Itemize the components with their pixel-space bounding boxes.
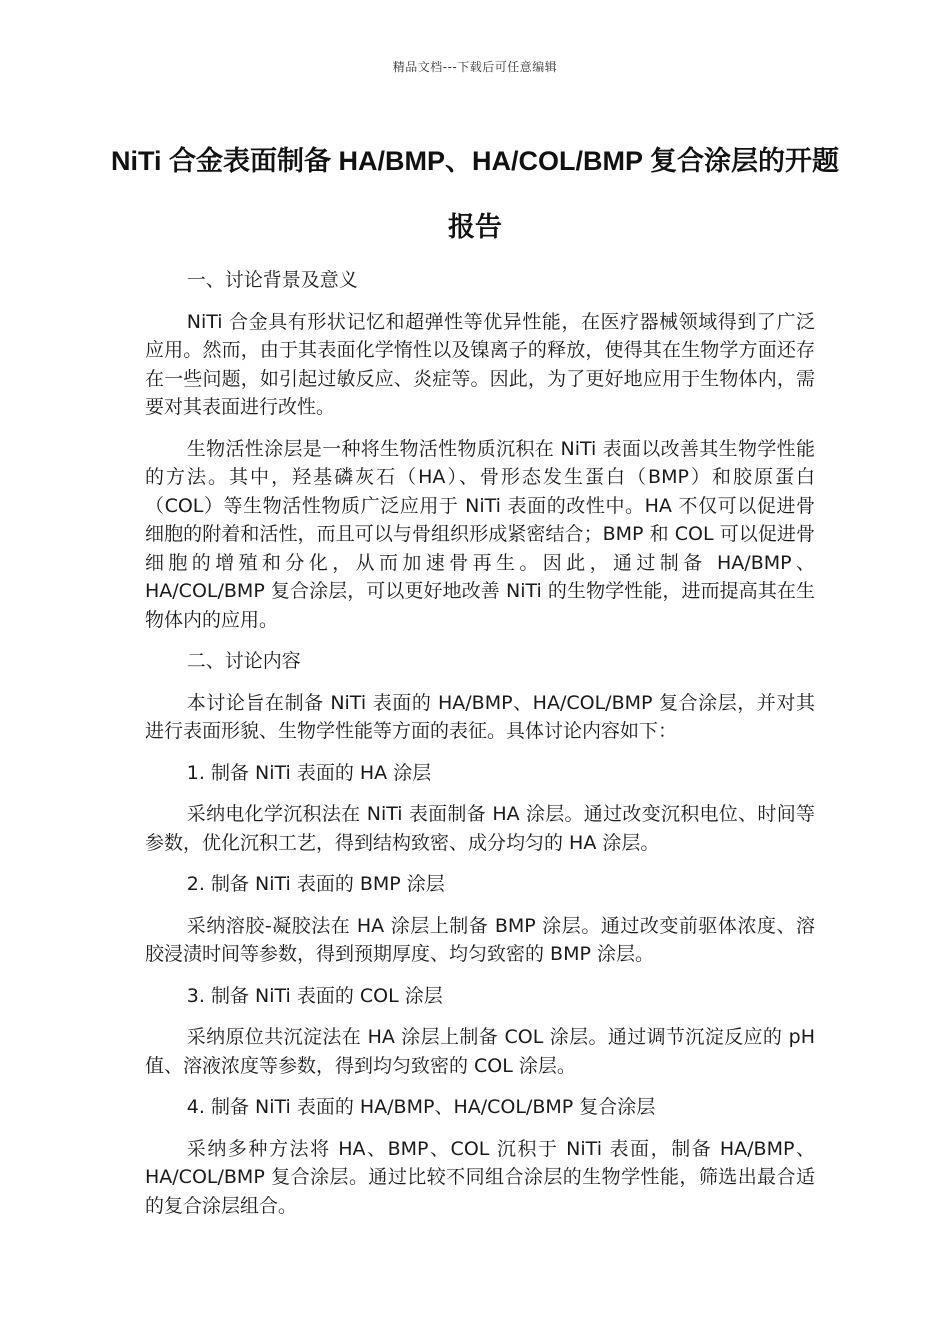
body-paragraph: 采纳多种方法将 HA、BMP、COL 沉积于 NiTi 表面，制备 HA/BMP、HA/COL/BMP 复合涂层。通过比较不同组合涂层的生物学性能，筛选出最合适的复合涂层组合。 — [145, 1137, 815, 1217]
section-heading: 二、讨论内容 — [186, 650, 301, 672]
body-paragraph: 本讨论旨在制备 NiTi 表面的 HA/BMP、HA/COL/BMP 复合涂层，并对其进行表面形貌、生物学性能等方面的表征。具体讨论内容如下： — [145, 691, 815, 742]
section-heading: 一、讨论背景及意义 — [186, 269, 358, 291]
subsection-heading: 1. 制备 NiTi 表面的 HA 涂层 — [186, 761, 432, 784]
body-paragraph: 生物活性涂层是一种将生物活性物质沉积在 NiTi 表面以改善其生物学性能的方法。其中，羟基磷灰石（HA）、骨形态发生蛋白（BMP）和胶原蛋白（COL）等生物活性物质广泛应用于 NiTi 表面的改性中。HA 不仅可以促进骨细胞的附着和活性，而且可以与骨组织形成紧密结合；BMP 和 COL 可以促进骨细胞的增殖和分化，从而加速骨再生。因此，通过制备 HA/BMP、HA/COL/BMP 复合涂层，可以更好地改善 NiTi 的生物学性能，进而提高其在生物体内的应用。 — [145, 437, 815, 631]
header-note: 精品文档---下载后可任意编辑 — [392, 60, 558, 74]
document-title: NiTi 合金表面制备 HA/BMP、HA/COL/BMP 复合涂层的开题报告 — [110, 146, 839, 242]
body-paragraph: 采纳原位共沉淀法在 HA 涂层上制备 COL 涂层。通过调节沉淀反应的 pH 值、溶液浓度等参数，得到均匀致密的 COL 涂层。 — [145, 1026, 815, 1077]
subsection-heading: 3. 制备 NiTi 表面的 COL 涂层 — [186, 984, 443, 1007]
body-paragraph: NiTi 合金具有形状记忆和超弹性等优异性能，在医疗器械领域得到了广泛应用。然而，由于其表面化学惰性以及镍离子的释放，使得其在生物学方面还存在一些问题，如引起过敏反应、炎症等。因此，为了更好地应用于生物体内，需要对其表面进行改性。 — [145, 310, 815, 418]
body-paragraph: 采纳电化学沉积法在 NiTi 表面制备 HA 涂层。通过改变沉积电位、时间等参数，优化沉积工艺，得到结构致密、成分均匀的 HA 涂层。 — [145, 803, 815, 854]
subsection-heading: 4. 制备 NiTi 表面的 HA/BMP、HA/COL/BMP 复合涂层 — [186, 1096, 656, 1118]
subsection-heading: 2. 制备 NiTi 表面的 BMP 涂层 — [186, 873, 445, 895]
body-paragraph: 采纳溶胶-凝胶法在 HA 涂层上制备 BMP 涂层。通过改变前驱体浓度、溶胶浸渍时间等参数，得到预期厚度、均匀致密的 BMP 涂层。 — [145, 914, 815, 965]
document-body — [145, 266, 815, 1233]
